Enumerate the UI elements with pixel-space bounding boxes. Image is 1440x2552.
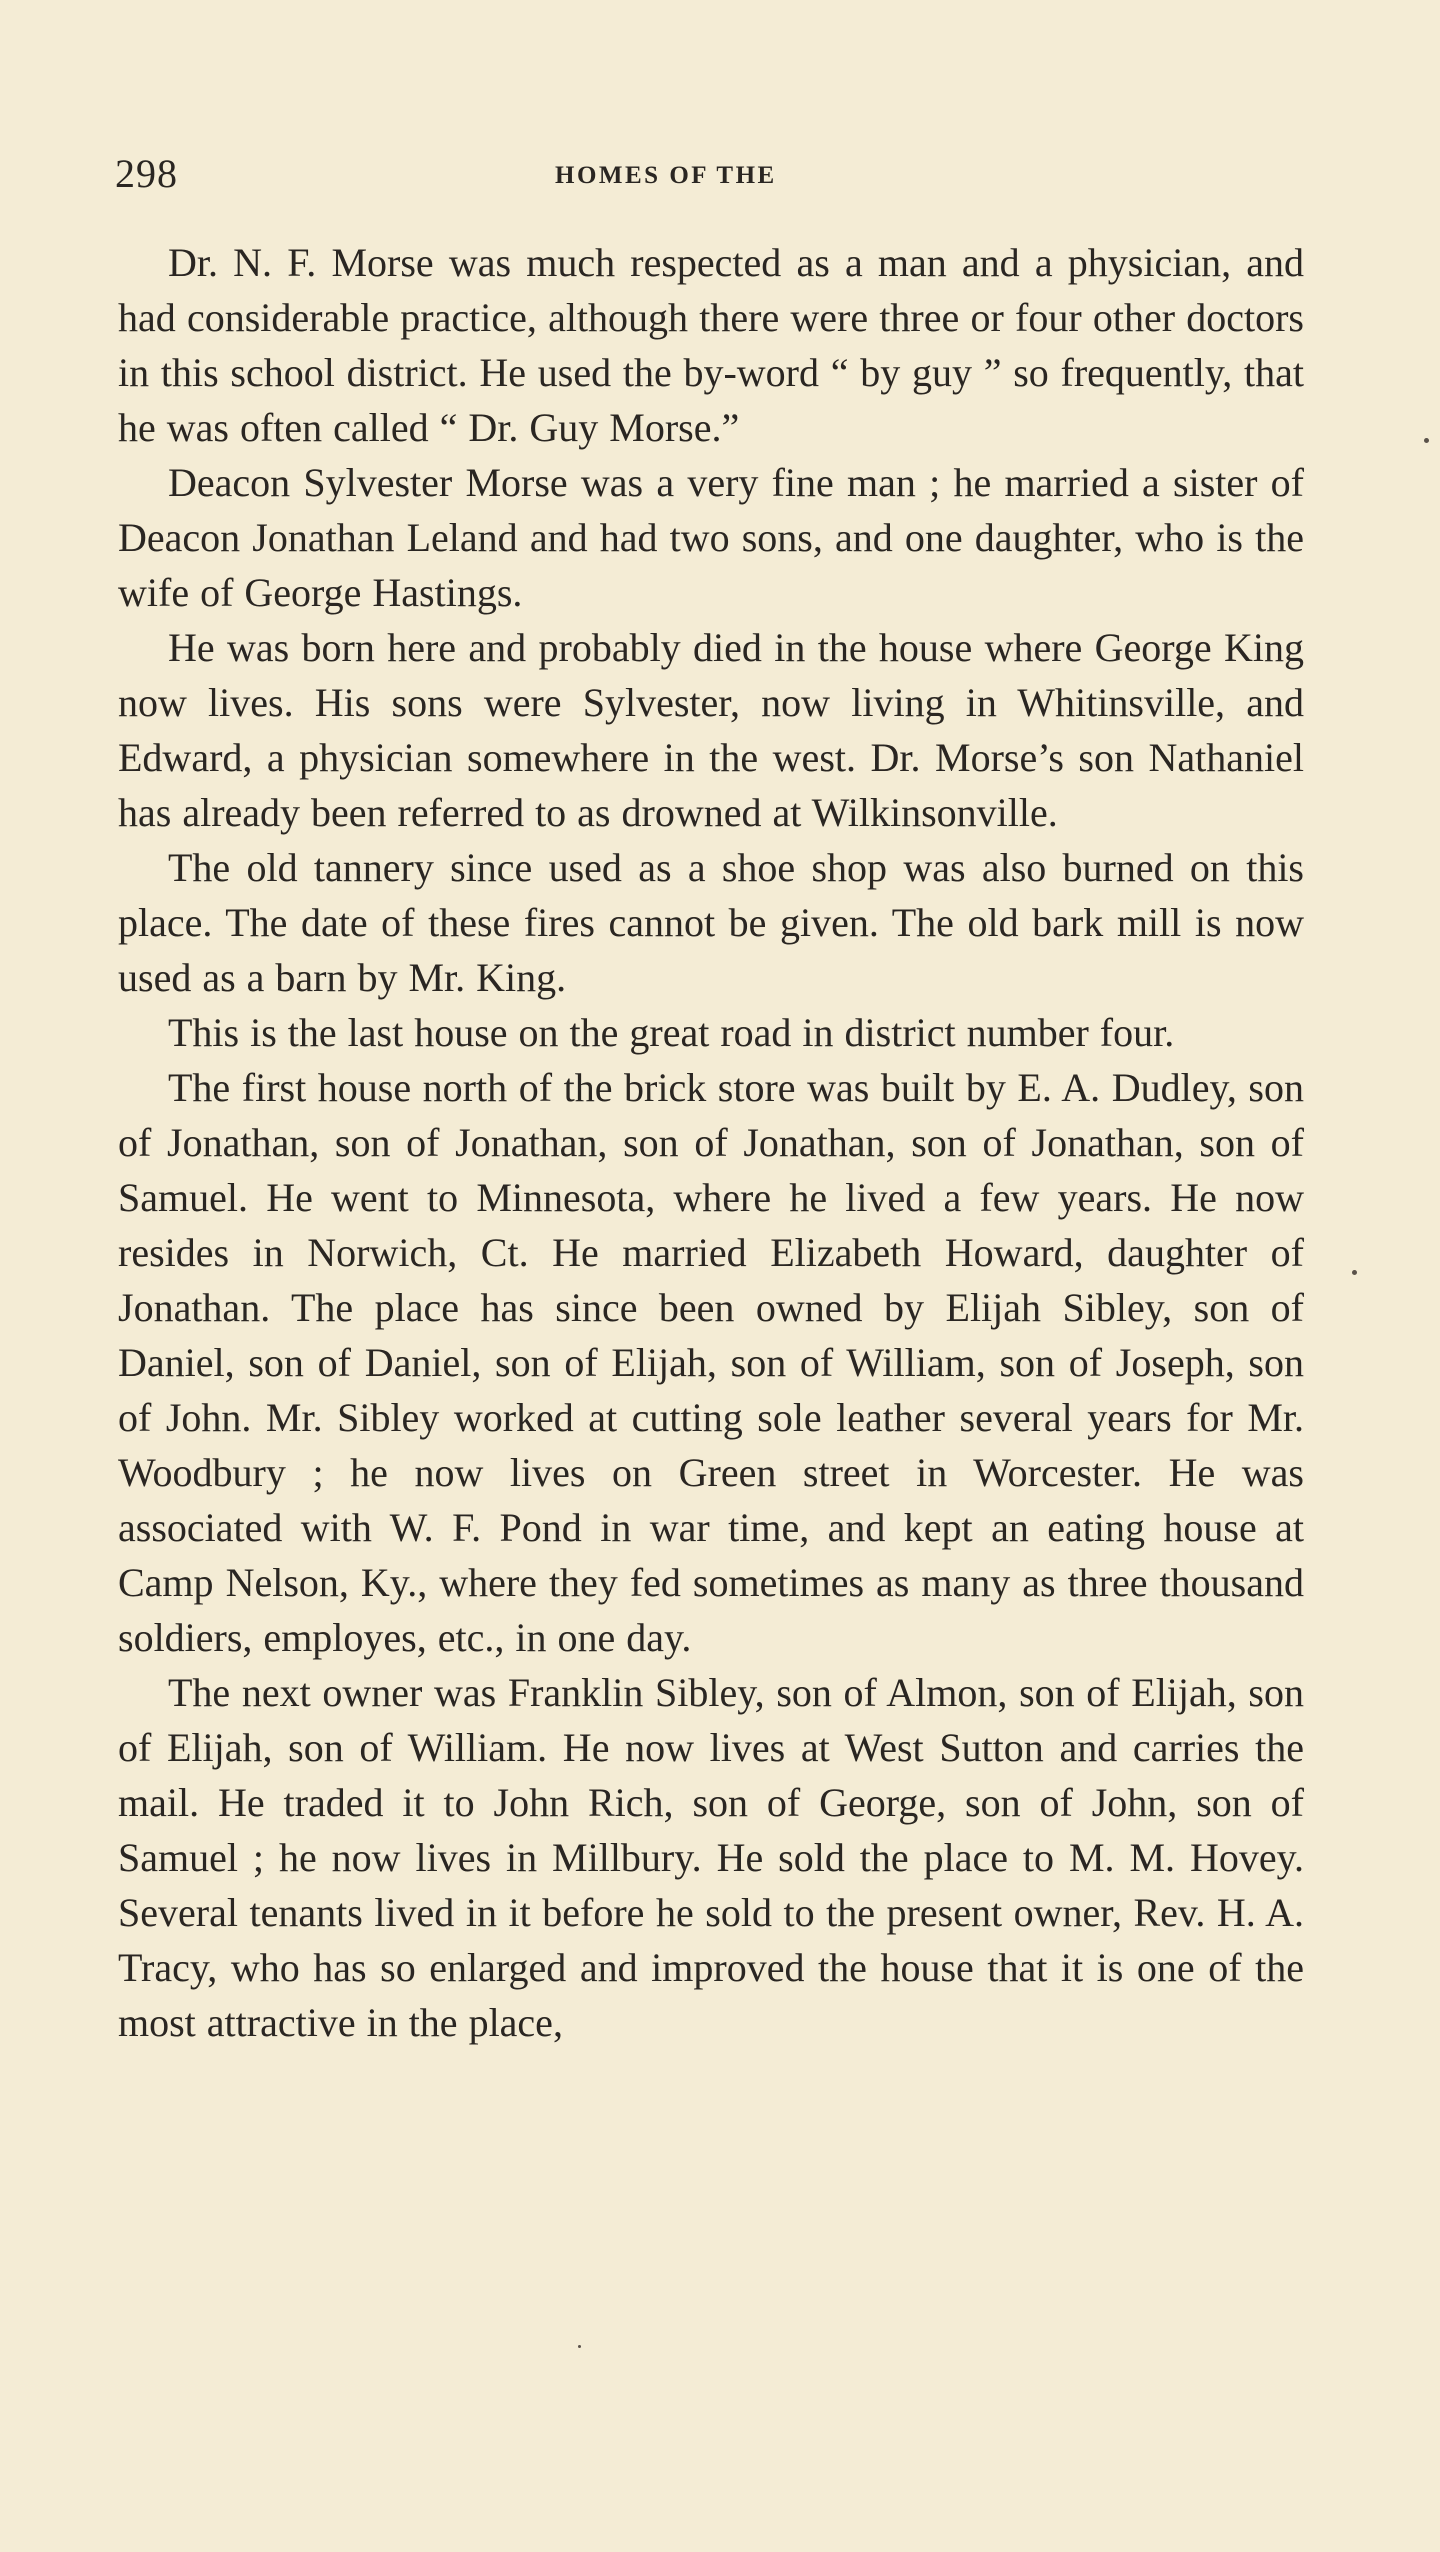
paper-speck (578, 2345, 581, 2348)
body-text (118, 235, 1304, 2050)
paragraph-morse-physician: Dr. N. F. Morse was much respected as a man and a physician, and had considerable practice, although there were three or four other doctors in this school district. He used the by-word “ by guy ” so frequently, that he was often called “ Dr. Guy Morse.” (118, 240, 1304, 450)
page-number: 298 (115, 151, 178, 196)
paragraph-last-house: This is the last house on the great road in district number four. (168, 1010, 1175, 1055)
page-header (115, 150, 1310, 210)
paragraph-deacon-sylvester: Deacon Sylvester Morse was a very fine man ; he married a sister of Deacon Jonathan Leland and had two sons, and one daughter, who is the wife of George Hastings. (118, 460, 1304, 615)
paragraph-next-owner: The next owner was Franklin Sibley, son of Almon, son of Elijah, son of Elijah, son of William. He now lives at West Sutton and carries the mail. He traded it to John Rich, son of George, son of John, son of Samuel ; he now lives in Millbury. He sold the place to M. M. Hovey. Several tenants lived in it before he sold to the present owner, Rev. H. A. Tracy, who has so enlarged and improved the house that it is one of the most attractive in the place, (118, 1670, 1304, 2045)
paragraph-born-here: He was born here and probably died in the house where George King now lives. His sons were Sylvester, now living in Whitinsville, and Edward, a physician somewhere in the west. Dr. Morse’s son Nathaniel has already been referred to as drowned at Wilkinsonville. (118, 625, 1304, 835)
paragraph-first-house-north: The first house north of the brick store was built by E. A. Dudley, son of Jonathan, son of Jonathan, son of Jonathan, son of Jonathan, son of Samuel. He went to Minnesota, where he lived a few years. He now resides in Norwich, Ct. He married Elizabeth Howard, daughter of Jonathan. The place has since been owned by Elijah Sibley, son of Daniel, son of Daniel, son of Elijah, son of William, son of Joseph, son of John. Mr. Sibley worked at cutting sole leather several years for Mr. Woodbury ; he now lives on Green street in Worcester. He was associated with W. F. Pond in war time, and kept an eating house at Camp Nelson, Ky., where they fed sometimes as many as three thousand soldiers, employes, etc., in one day. (118, 1065, 1304, 1660)
paragraph-old-tannery: The old tannery since used as a shoe shop was also burned on this place. The date of these fires cannot be given. The old bark mill is now used as a barn by Mr. King. (118, 845, 1304, 1000)
running-head: HOMES OF THE (555, 162, 777, 189)
paper-speck (1424, 438, 1429, 443)
paper-speck (1352, 1270, 1357, 1275)
